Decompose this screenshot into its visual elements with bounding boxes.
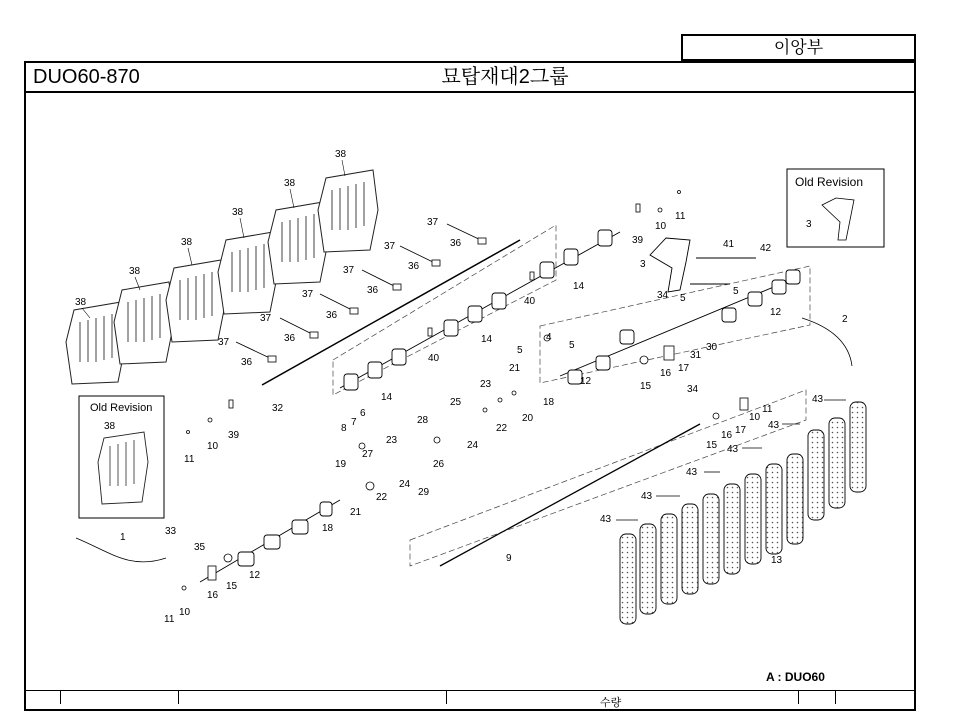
part-label: 6: [360, 408, 366, 419]
inset-title-bracket: Old Revision: [795, 175, 864, 189]
part-label: 43: [727, 444, 739, 455]
part-label: 37: [218, 337, 230, 348]
part-label: 9: [506, 553, 512, 564]
part-label: 21: [509, 363, 521, 374]
part-label: 36: [450, 238, 462, 249]
part-label: 15: [226, 581, 238, 592]
part-label: 11: [164, 614, 175, 625]
part-label: 35: [194, 542, 206, 553]
part-label: 43: [641, 491, 653, 502]
part-label: 43: [768, 420, 780, 431]
part-label: 32: [272, 403, 284, 414]
part-label: 4: [546, 332, 552, 343]
part-label: 38: [181, 237, 193, 248]
part-label: 38: [75, 297, 87, 308]
part-label: 39: [632, 235, 644, 246]
inset-part-label: 38: [104, 421, 116, 432]
part-label: 18: [543, 397, 555, 408]
part-label: 24: [467, 440, 479, 451]
part-label: 34: [687, 384, 699, 395]
part-label: 20: [522, 413, 534, 424]
part-label: 24: [399, 479, 411, 490]
part-label: 5: [680, 293, 686, 304]
part-label: 12: [249, 570, 261, 581]
part-label: 23: [386, 435, 398, 446]
part-label: 29: [418, 487, 430, 498]
inset-title-tray: Old Revision: [90, 402, 153, 414]
part-label: 15: [706, 440, 718, 451]
part-label: 12: [580, 376, 592, 387]
part-label: 22: [496, 423, 508, 434]
part-label: 18: [322, 523, 334, 534]
part-label: 1: [120, 532, 126, 543]
part-label: 38: [232, 207, 244, 218]
part-label: 23: [480, 379, 492, 390]
part-label: 37: [260, 313, 272, 324]
part-label: 43: [686, 467, 698, 478]
part-label: 34: [657, 290, 669, 301]
part-label: 5: [569, 340, 575, 351]
part-label: 39: [228, 430, 240, 441]
part-label: 38: [335, 149, 347, 160]
footer-quantity-header: 수량: [600, 697, 622, 709]
part-label: 8: [341, 423, 347, 434]
part-label: 43: [600, 514, 612, 525]
part-label: 26: [433, 459, 445, 470]
part-label: 10: [655, 221, 667, 232]
part-label: 33: [165, 526, 177, 537]
part-label: 40: [428, 353, 440, 364]
part-label: 2: [842, 314, 848, 325]
part-label: 31: [690, 350, 702, 361]
part-label: 21: [350, 507, 362, 518]
part-label: 36: [326, 310, 338, 321]
part-label: 37: [427, 217, 439, 228]
part-label: 36: [367, 285, 379, 296]
model-note: A : DUO60: [766, 670, 825, 684]
part-label: 10: [179, 607, 191, 618]
inset-part-label: 3: [806, 219, 812, 230]
part-label: 11: [184, 454, 195, 465]
part-label: 5: [733, 286, 739, 297]
footer-column-divider: [798, 690, 799, 704]
part-label: 12: [770, 307, 782, 318]
part-label: 19: [335, 459, 347, 470]
part-label: 11: [762, 404, 773, 415]
footer-column-divider: [835, 690, 836, 704]
part-label: 27: [362, 449, 374, 460]
part-label: 36: [284, 333, 296, 344]
footer-column-divider: [446, 690, 447, 704]
part-label: 17: [735, 425, 747, 436]
part-label: 14: [573, 281, 585, 292]
footer-divider: [24, 690, 916, 691]
part-label: 10: [749, 412, 761, 423]
part-label: 15: [640, 381, 652, 392]
part-label: 36: [408, 261, 420, 272]
part-label: 13: [771, 555, 783, 566]
model-number: DUO60-870: [33, 66, 140, 88]
part-label: 38: [284, 178, 296, 189]
part-label: 16: [207, 590, 219, 601]
part-label: 14: [381, 392, 393, 403]
part-label: 5: [517, 345, 523, 356]
part-label: 11: [675, 211, 686, 222]
part-label: 37: [302, 289, 314, 300]
part-label: 10: [207, 441, 219, 452]
part-label: 42: [760, 243, 772, 254]
drawing-title: 묘탑재대2그룹: [441, 66, 569, 88]
part-label: 37: [343, 265, 355, 276]
part-label: 30: [706, 342, 718, 353]
part-label: 16: [660, 368, 672, 379]
section-label: 이앙부: [773, 38, 824, 57]
footer-column-divider: [178, 690, 179, 704]
part-label: 38: [129, 266, 141, 277]
part-label: 22: [376, 492, 388, 503]
part-label: 43: [812, 394, 824, 405]
part-label: 14: [481, 334, 493, 345]
part-label: 7: [351, 417, 357, 428]
footer-column-divider: [60, 690, 61, 704]
tray-rails: [66, 170, 378, 384]
part-label: 36: [241, 357, 253, 368]
part-label: 25: [450, 397, 462, 408]
part-label: 41: [723, 239, 735, 250]
part-label: 17: [678, 363, 690, 374]
part-label: 40: [524, 296, 536, 307]
part-label: 28: [417, 415, 429, 426]
part-label: 37: [384, 241, 396, 252]
part-label: 16: [721, 430, 733, 441]
part-label: 3: [640, 259, 646, 270]
